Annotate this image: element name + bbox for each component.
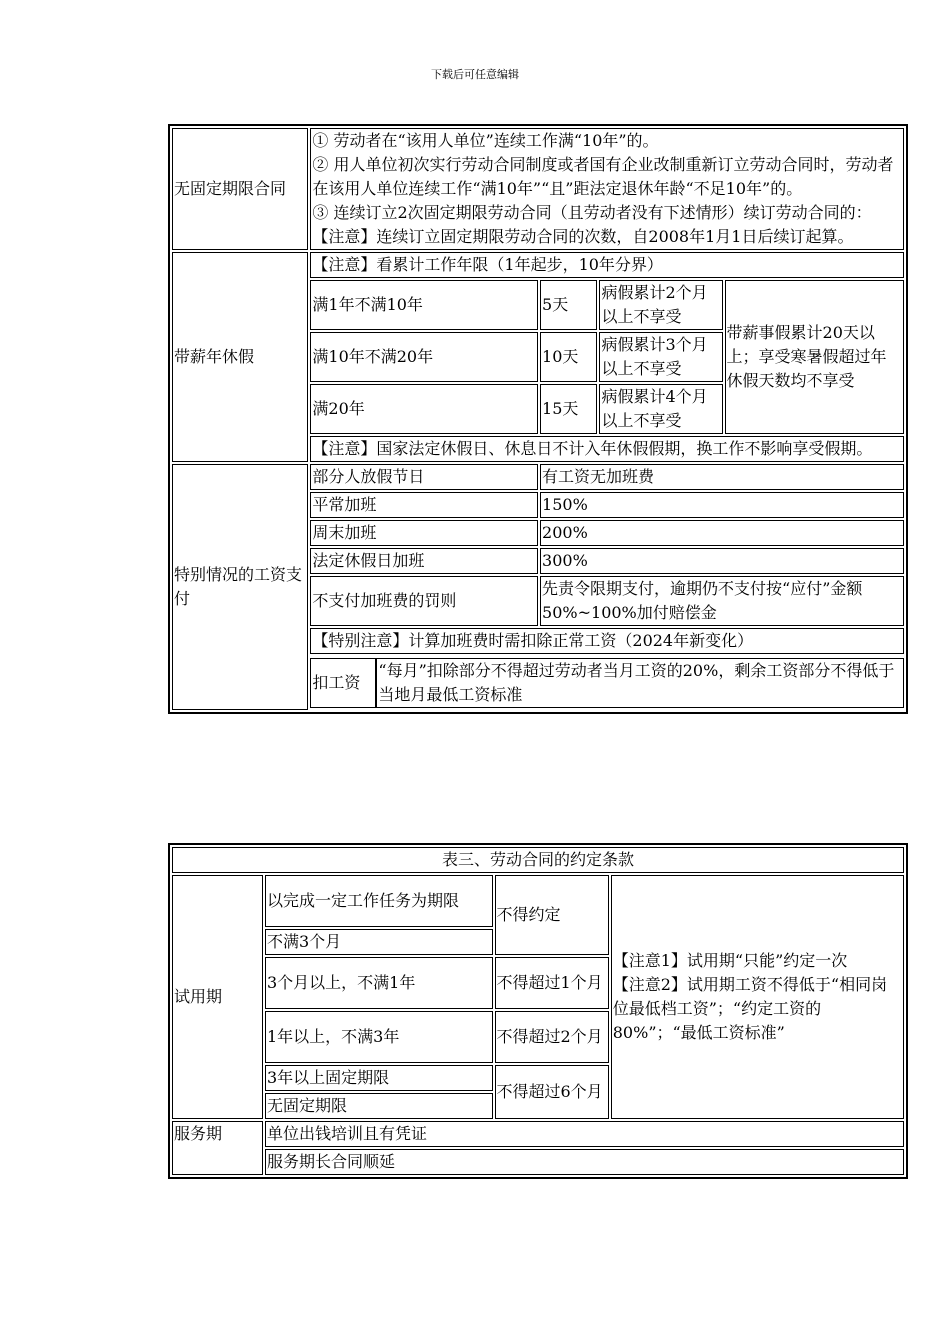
page-header: 下载后可任意编辑: [431, 68, 519, 81]
probation-notes: [611, 875, 904, 1119]
service-period-item: 服务期长合同顺延: [265, 1149, 904, 1175]
probation-term: 3个月以上，不满1年: [265, 957, 493, 1009]
probation-note-1: 【注意1】试用期“只能”约定一次: [612, 951, 848, 970]
annual-leave-label: 带薪年休假: [172, 252, 308, 462]
probation-term: 无固定期限: [265, 1093, 493, 1119]
leave-sick-rule: 病假累计2个月以上不享受: [599, 280, 722, 330]
probation-term: 以完成一定工作任务为期限: [265, 875, 493, 927]
service-period-label: 服务期: [172, 1121, 263, 1175]
personal-leave-rule: 带薪事假累计20天以上；享受寒暑假超过年休假天数均不享受: [725, 280, 904, 434]
service-period-item: 单位出钱培训且有凭证: [265, 1121, 904, 1147]
probation-limit: 不得约定: [495, 875, 609, 955]
leave-service-years: 满10年不满20年: [310, 332, 538, 382]
condition-2: ② 用人单位初次实行劳动合同制度或者国有企业改制重新订立劳动合同时，劳动者在该用人单位连续工作“满10年”“且”距法定退休年龄“不足10年”的。: [312, 155, 894, 198]
probation-limit: 不得超过2个月: [495, 1011, 609, 1063]
pay-value: 有工资无加班费: [540, 464, 904, 490]
pay-value: 150%: [540, 492, 904, 518]
leave-sick-rule: 病假累计4个月以上不享受: [599, 384, 722, 434]
deduct-subtable: [310, 656, 904, 710]
open-ended-contract-conditions: [310, 128, 904, 250]
annual-leave-note-bottom: 【注意】国家法定休假日、休息日不计入年休假假期，换工作不影响享受假期。: [310, 436, 904, 462]
deduct-label: 扣工资: [310, 658, 376, 708]
probation-term: 1年以上，不满3年: [265, 1011, 493, 1063]
condition-note: 【注意】连续订立固定期限劳动合同的次数，自2008年1月1日后续订起算。: [312, 227, 854, 246]
labor-law-table: [168, 124, 908, 714]
pay-item: 法定休假日加班: [310, 548, 538, 574]
pay-value: 先责令限期支付，逾期仍不支付按“应付”金额50%~100%加付赔偿金: [540, 576, 904, 626]
leave-service-years: 满20年: [310, 384, 538, 434]
probation-limit: 不得超过6个月: [495, 1065, 609, 1119]
annual-leave-note-top: 【注意】看累计工作年限（1年起步，10年分界）: [310, 252, 904, 278]
special-pay-note: 【特别注意】计算加班费时需扣除正常工资（2024年新变化）: [310, 628, 904, 654]
probation-term: 3年以上固定期限: [265, 1065, 493, 1091]
probation-note-2: 【注意2】试用期工资不得低于“相同岗位最低档工资”；“约定工资的80%”；“最低工资标准”: [612, 975, 888, 1042]
pay-value: 300%: [540, 548, 904, 574]
condition-3: ③ 连续订立2次固定期限劳动合同（且劳动者没有下述情形）续订劳动合同的：: [312, 203, 872, 222]
deduct-text: “每月”扣除部分不得超过劳动者当月工资的20%，剩余工资部分不得低于当地月最低工资标准: [376, 658, 904, 708]
pay-value: 200%: [540, 520, 904, 546]
leave-days: 15天: [540, 384, 597, 434]
pay-item: 周末加班: [310, 520, 538, 546]
leave-days: 5天: [540, 280, 597, 330]
leave-days: 10天: [540, 332, 597, 382]
leave-service-years: 满1年不满10年: [310, 280, 538, 330]
contract-terms-table: [168, 843, 908, 1179]
condition-1: ① 劳动者在“该用人单位”连续工作满“10年”的。: [312, 131, 659, 150]
leave-sick-rule: 病假累计3个月以上不享受: [599, 332, 722, 382]
probation-limit: 不得超过1个月: [495, 957, 609, 1009]
deduct-row: [310, 656, 904, 710]
probation-term: 不满3个月: [265, 929, 493, 955]
pay-item: 部分人放假节日: [310, 464, 538, 490]
pay-item: 平常加班: [310, 492, 538, 518]
open-ended-contract-label: 无固定期限合同: [172, 128, 308, 250]
table-title: 表三、劳动合同的约定条款: [172, 847, 904, 873]
probation-label: 试用期: [172, 875, 263, 1119]
pay-item: 不支付加班费的罚则: [310, 576, 538, 626]
special-pay-label: 特别情况的工资支付: [172, 464, 308, 710]
